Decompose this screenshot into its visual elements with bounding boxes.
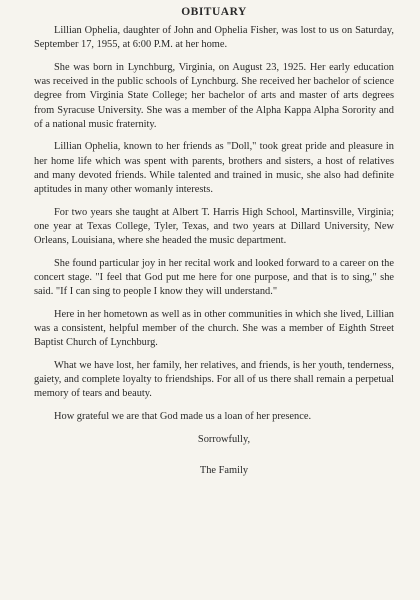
- paragraph-loss: What we have lost, her family, her relatives, and friends, is her youth, tenderness, gaiety, and complete loyalty to friendships. For all of us there shall remain a perpetual memory of tears and beauty.: [34, 360, 394, 400]
- paragraph-recital: She found particular joy in her recital work and looked forward to a career on the concert stage. "I feel that God put me here for one purpose, and that is to sing," she said. "If I can sing to people I know they will understand.": [34, 257, 394, 298]
- paragraph-home-life: Lillian Ophelia, known to her friends as "Doll," took great pride and pleasure in her home life which was spent with parents, brothers and sisters, a host of relatives and many devoted friends. While talented and trained in music, she also had definite aptitudes in many other womanly interests.: [34, 141, 394, 196]
- closing-salutation: Sorrowfully,: [197, 433, 251, 445]
- paragraph-birth-education: She was born in Lynchburg, Virginia, on August 23, 1925. Her early education was received in the public schools of Lynchburg. She received her bachelor of science degree from Virginia State College; her bachelor of arts and master of arts degrees from Syracuse University. She was a member of the Alpha Kappa Alpha Sorority and of a national music fraternity.: [34, 61, 394, 130]
- paragraph-teaching: For two years she taught at Albert T. Harris High School, Martinsville, Virginia; one year at Texas College, Tyler, Texas, and two years at Dillard University, New Orleans, Louisiana, where she headed the music department.: [34, 206, 394, 247]
- document-title: OBITUARY: [181, 6, 247, 18]
- paragraph-church: Here in her hometown as well as in other communities in which she lived, Lillian was a consistent, helpful member of the church. She was a member of Eighth Street Baptist Church of Lynchburg.: [34, 308, 394, 349]
- paragraph-gratitude: How grateful we are that God made us a loan of her presence.: [54, 411, 312, 423]
- paragraph-death-notice: Lillian Ophelia, daughter of John and Ophelia Fisher, was lost to us on Saturday, September 17, 1955, at 6:00 P.M. at her home.: [34, 25, 394, 51]
- signature: The Family: [199, 464, 249, 476]
- closing-block: [34, 433, 394, 478]
